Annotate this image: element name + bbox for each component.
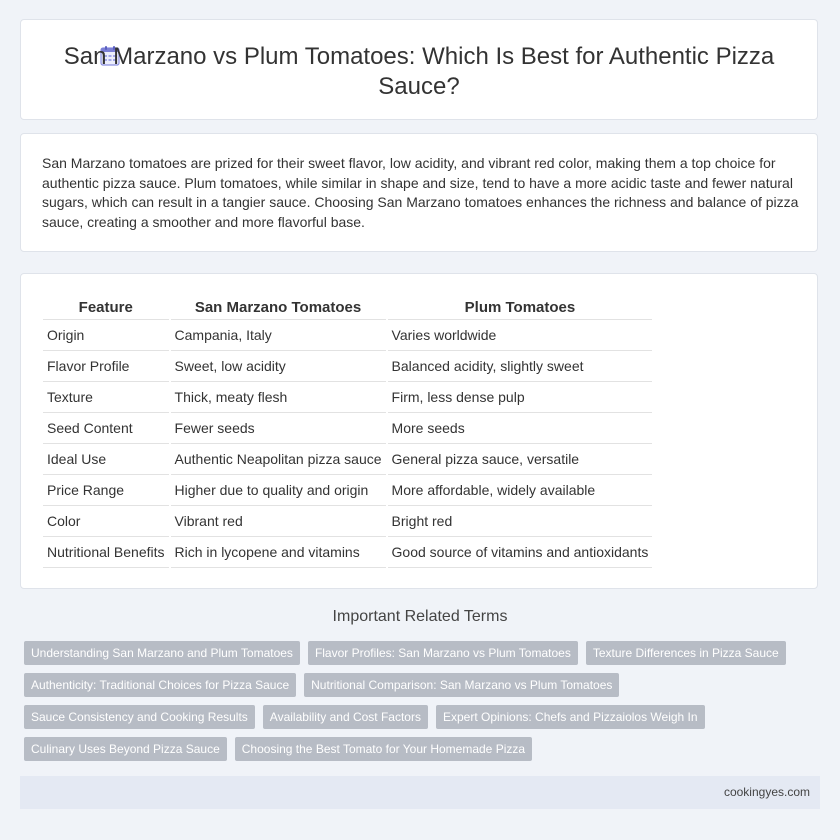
related-term-tag[interactable]: Sauce Consistency and Cooking Results [24,705,255,729]
table-cell: Seed Content [43,413,169,444]
table-cell: Campania, Italy [171,320,386,351]
related-term-tag[interactable]: Culinary Uses Beyond Pizza Sauce [24,737,227,761]
title-card [20,19,818,120]
table-cell: Flavor Profile [43,351,169,382]
related-term-tag[interactable]: Texture Differences in Pizza Sauce [586,641,786,665]
table-cell: More affordable, widely available [388,475,653,506]
column-header-feature: Feature [43,296,169,320]
table-header-row [43,296,652,320]
table-cell: Good source of vitamins and antioxidants [388,537,653,568]
column-header-plum: Plum Tomatoes [388,296,653,320]
table-row [43,413,652,444]
table-cell: Varies worldwide [388,320,653,351]
table-row [43,382,652,413]
related-term-tag[interactable]: Flavor Profiles: San Marzano vs Plum Tomatoes [308,641,578,665]
related-terms-heading: Important Related Terms [332,608,508,625]
table-cell: Authentic Neapolitan pizza sauce [171,444,386,475]
table-cell: Nutritional Benefits [43,537,169,568]
comparison-table [41,296,654,568]
related-term-tag[interactable]: Expert Opinions: Chefs and Pizzaiolos Weigh In [436,705,705,729]
related-term-tag[interactable]: Authenticity: Traditional Choices for Pizza Sauce [24,673,296,697]
table-cell: Higher due to quality and origin [171,475,386,506]
table-cell: Color [43,506,169,537]
table-cell: Price Range [43,475,169,506]
table-cell: More seeds [388,413,653,444]
table-cell: Origin [43,320,169,351]
table-cell: Thick, meaty flesh [171,382,386,413]
related-terms-list [24,641,814,761]
table-cell: Vibrant red [171,506,386,537]
table-cell: General pizza sauce, versatile [388,444,653,475]
intro-card [20,133,818,252]
table-cell: Rich in lycopene and vitamins [171,537,386,568]
table-row [43,351,652,382]
footer [20,776,820,809]
table-row [43,537,652,568]
table-cell: Firm, less dense pulp [388,382,653,413]
related-term-tag[interactable]: Choosing the Best Tomato for Your Homemade Pizza [235,737,532,761]
table-cell: Balanced acidity, slightly sweet [388,351,653,382]
table-row [43,444,652,475]
table-cell: Texture [43,382,169,413]
table-cell: Sweet, low acidity [171,351,386,382]
intro-paragraph: San Marzano tomatoes are prized for their sweet flavor, low acidity, and vibrant red color, making them a top choice for authentic pizza sauce. Plum tomatoes, while similar in shape and size, tend to have a more acidic taste and fewer natural sugars, which can result in a tangier sauce. Choosing San Marzano tomatoes enhances the richness and balance of pizza sauce, creating a smoother and more flavorful base. [42,155,799,230]
table-row [43,475,652,506]
table-cell: Fewer seeds [171,413,386,444]
table-row [43,506,652,537]
table-cell: Bright red [388,506,653,537]
page-title: San Marzano vs Plum Tomatoes: Which Is Best for Authentic Pizza Sauce? [63,43,775,100]
footer-site-link[interactable]: cookingyes.com [723,785,810,799]
table-cell: Ideal Use [43,444,169,475]
related-term-tag[interactable]: Understanding San Marzano and Plum Tomatoes [24,641,300,665]
related-term-tag[interactable]: Availability and Cost Factors [263,705,428,729]
comparison-card [20,273,818,589]
column-header-san-marzano: San Marzano Tomatoes [171,296,386,320]
related-term-tag[interactable]: Nutritional Comparison: San Marzano vs Plum Tomatoes [304,673,619,697]
table-row [43,320,652,351]
